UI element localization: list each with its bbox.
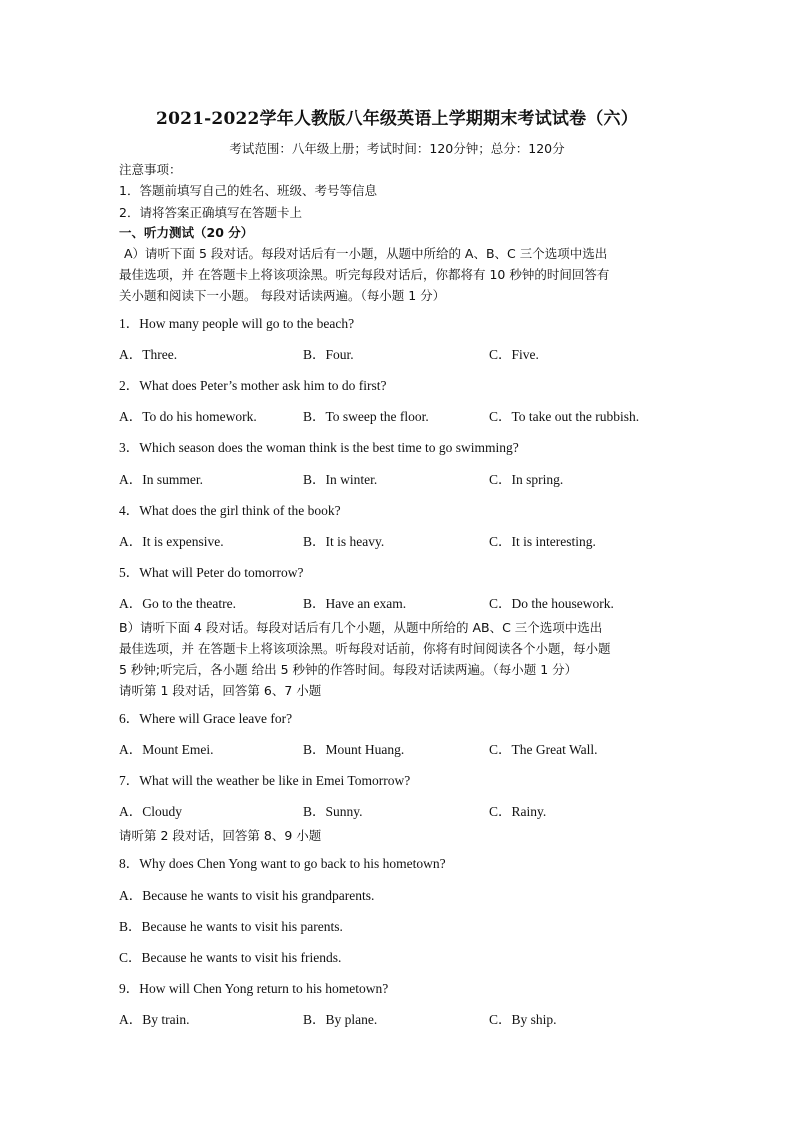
question: 1．How many people will go to the beach? <box>119 316 355 331</box>
option: C．In spring. <box>489 472 564 487</box>
question: 8．Why does Chen Yong want to go back to his hometown? <box>119 856 446 871</box>
option: C．Five. <box>489 347 539 362</box>
question: 7．What will the weather be like in Emei Tomorrow? <box>119 773 411 788</box>
option: C．It is interesting. <box>489 534 596 549</box>
option: A．Because he wants to visit his grandparents. <box>119 888 375 903</box>
option: B．Four. <box>303 347 354 362</box>
option: A．By train. <box>119 1012 190 1027</box>
option: A．It is expensive. <box>119 534 224 549</box>
question: 5．What will Peter do tomorrow? <box>119 565 304 580</box>
option: A．Go to the theatre. <box>119 596 236 611</box>
exam-info: 考试范围：八年级上册；考试时间：120分钟；总分：120分 <box>229 141 565 156</box>
option: B．It is heavy. <box>303 534 385 549</box>
option: C．The Great Wall. <box>489 742 598 757</box>
part-a-instructions: 最佳选项，并 在答题卡上将该项涂黑。听完每段对话后，你都将有 10 秒钟的时间回答有 <box>119 267 610 282</box>
option: B．In winter. <box>303 472 378 487</box>
question: 4．What does the girl think of the book? <box>119 503 341 518</box>
part-a-instructions: A）请听下面 5 段对话。每段对话后有一小题，从题中所给的 A、B、C 三个选项中选出 <box>124 246 608 261</box>
note-item: 2．请将答案正确填写在答题卡上 <box>119 205 302 220</box>
option: A．In summer. <box>119 472 203 487</box>
option: B．Mount Huang. <box>303 742 405 757</box>
option: A．To do his homework. <box>119 409 257 424</box>
note-item: 1．答题前填写自己的姓名、班级、考号等信息 <box>119 183 377 198</box>
option: C．Rainy. <box>489 804 547 819</box>
option: A．Mount Emei. <box>119 742 214 757</box>
question: 2．What does Peter’s mother ask him to do first? <box>119 378 387 393</box>
option: C．By ship. <box>489 1012 557 1027</box>
option: C．Do the housework. <box>489 596 614 611</box>
part-b-instructions: B）请听下面 4 段对话。每段对话后有几个小题，从题中所给的 AB、C 三个选项中选出 <box>119 620 603 635</box>
option: B．Have an exam. <box>303 596 407 611</box>
page-title: 2021-2022学年人教版八年级英语上学期期末考试试卷（六） <box>156 109 638 129</box>
notes-heading: 注意事项： <box>119 162 182 177</box>
option: B．Because he wants to visit his parents. <box>119 919 343 934</box>
dialog-heading: 请听第 2 段对话，回答第 8、9 小题 <box>119 828 322 843</box>
option: C．Because he wants to visit his friends. <box>119 950 342 965</box>
option: A．Cloudy <box>119 804 183 819</box>
question: 3．Which season does the woman think is the best time to go swimming? <box>119 440 519 455</box>
option: A．Three. <box>119 347 178 362</box>
part-b-instructions: 5 秒钟;听完后，各小题 给出 5 秒钟的作答时间。每段对话读两遍。（每小题 1 分） <box>119 662 578 677</box>
question: 9．How will Chen Yong return to his hometown? <box>119 981 389 996</box>
part-a-instructions: 关小题和阅读下一小题。 每段对话读两遍。（每小题 1 分） <box>119 288 446 303</box>
option: C．To take out the rubbish. <box>489 409 640 424</box>
question: 6．Where will Grace leave for? <box>119 711 293 726</box>
option: B．By plane. <box>303 1012 378 1027</box>
section-heading: 一、听力测试（20 分） <box>119 225 254 240</box>
part-b-instructions: 最佳选项，并 在答题卡上将该项涂黑。听每段对话前，你将有时间阅读各个小题，每小题 <box>119 641 611 656</box>
dialog-heading: 请听第 1 段对话，回答第 6、7 小题 <box>119 683 322 698</box>
option: B．Sunny. <box>303 804 363 819</box>
option: B．To sweep the floor. <box>303 409 429 424</box>
